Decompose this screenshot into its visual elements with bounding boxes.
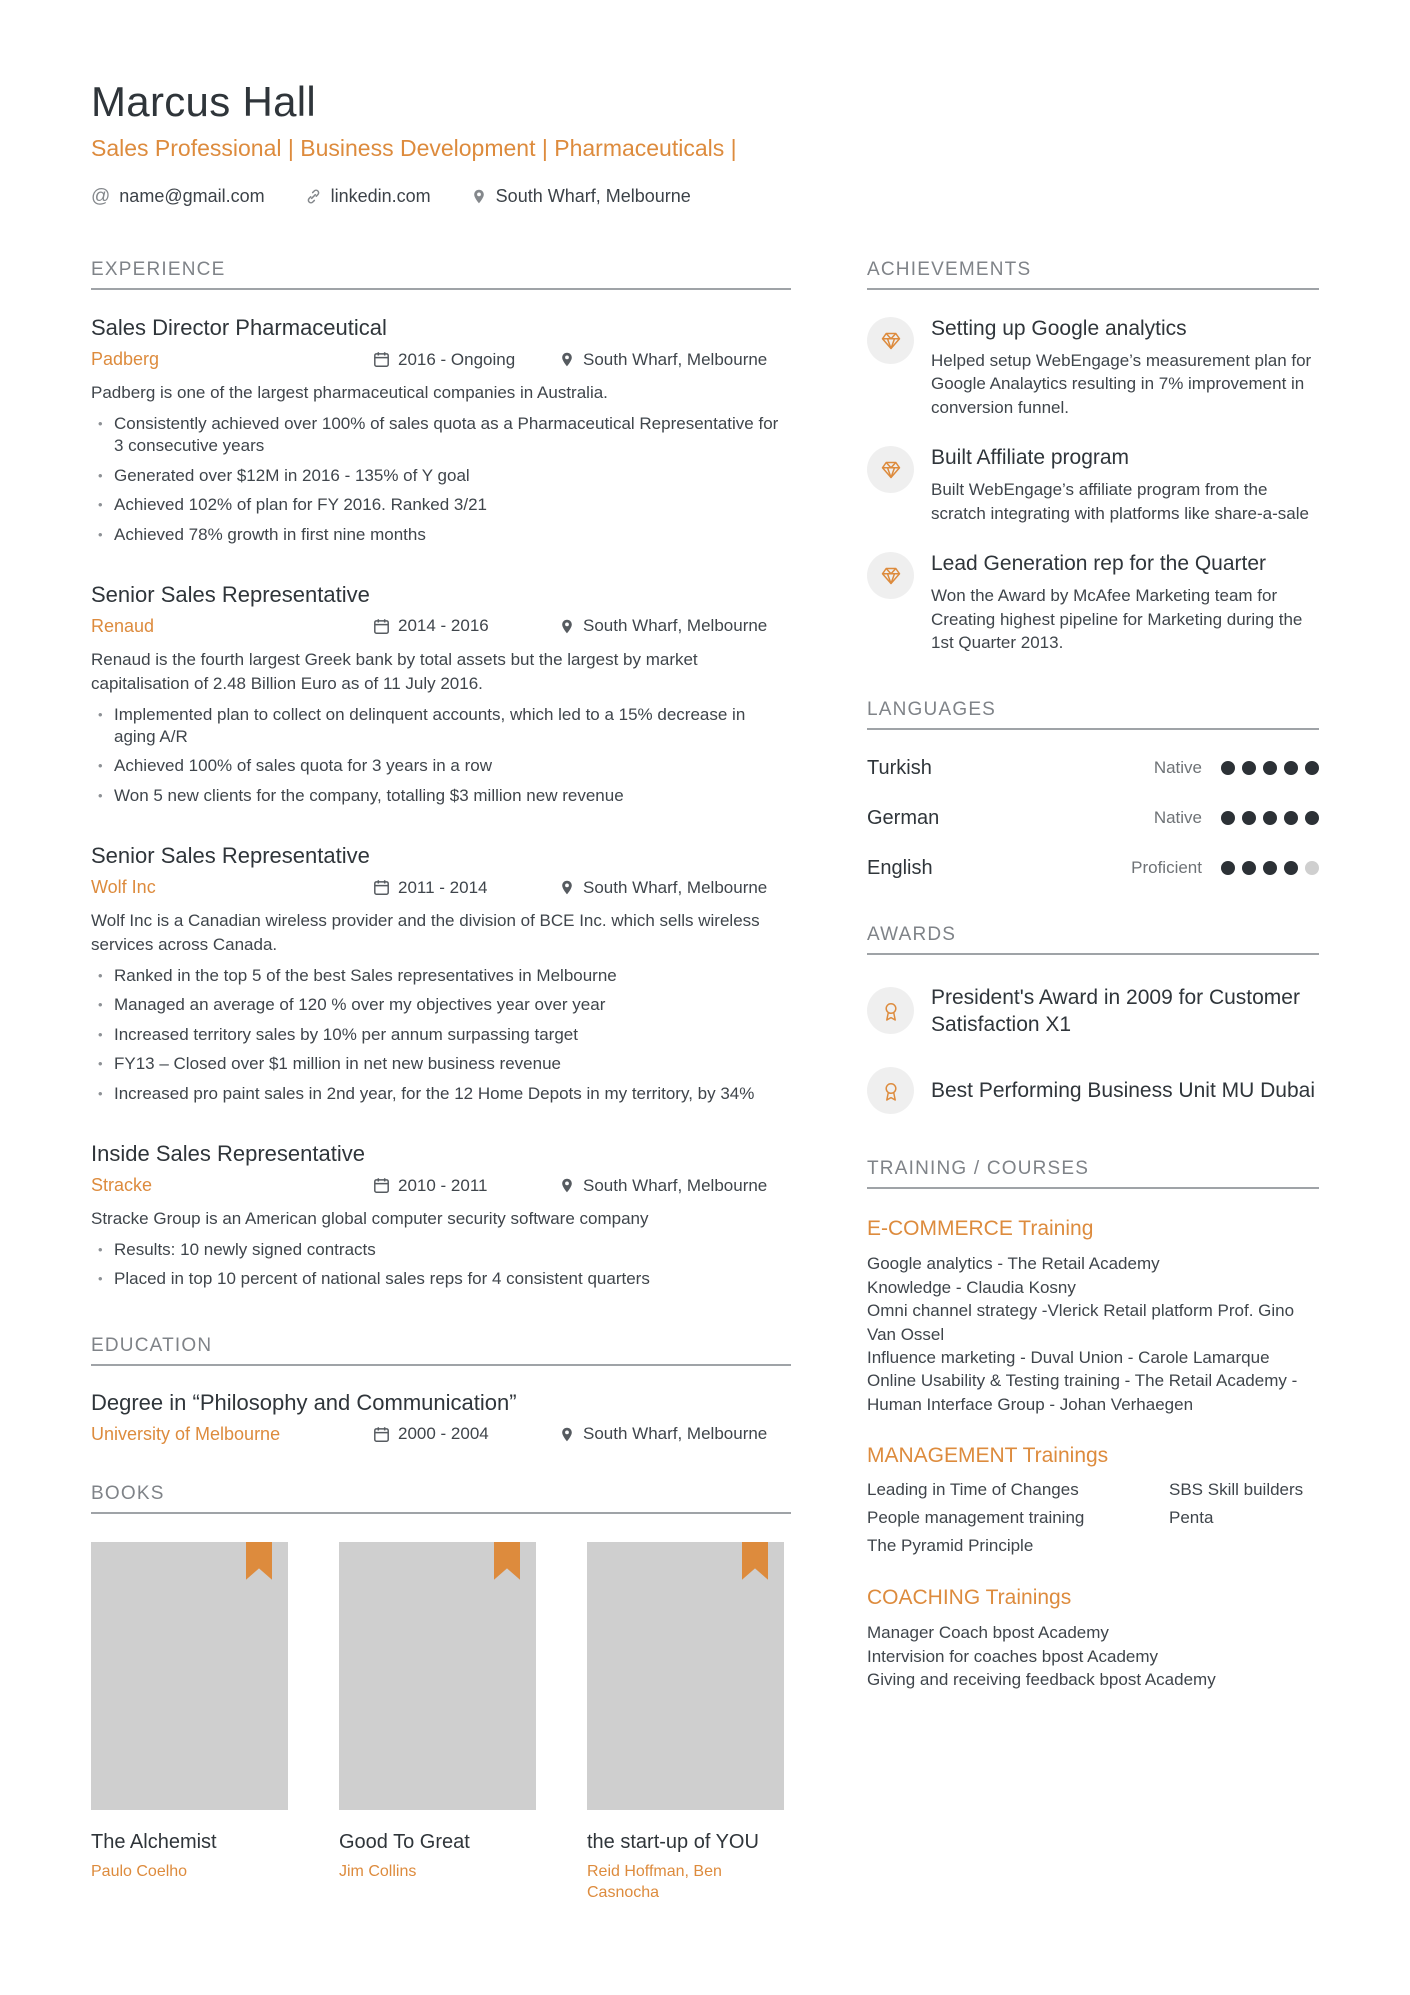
- job-bullet: • Implemented plan to collect on delinquent accounts, which led to a 15% decrease in aging A/R: [91, 704, 791, 749]
- training-group-title: COACHING Trainings: [867, 1586, 1072, 1610]
- language-name: English: [867, 856, 933, 879]
- job-bullet: • Placed in top 10 percent of national sales reps for 4 consistent quarters: [91, 1268, 791, 1290]
- job-bullets: [91, 1239, 791, 1291]
- dot-filled: [1221, 861, 1235, 875]
- dot-filled: [1305, 811, 1319, 825]
- dot-filled: [1263, 861, 1277, 875]
- achievement-item: [867, 317, 1319, 419]
- job-location: [559, 1176, 791, 1196]
- achievement-body: [931, 446, 1319, 525]
- email-contact[interactable]: [91, 186, 265, 207]
- experience-section: [91, 259, 791, 1291]
- degree-title: Degree in “Philosophy and Communication”: [91, 1389, 517, 1415]
- job-summary: Padberg is one of the largest pharmaceutical companies in Australia.: [91, 383, 608, 402]
- language-name: German: [867, 806, 940, 829]
- book-item: [339, 1542, 536, 1904]
- job-dates-text: 2016 - Ongoing: [398, 349, 516, 369]
- achievement-item: [867, 446, 1319, 525]
- dot-filled: [1284, 861, 1298, 875]
- training-entry: Omni channel strategy -Vlerick Retail platform Prof. Gino Van Ossel: [867, 1301, 1295, 1344]
- education-heading: EDUCATION: [91, 1335, 791, 1366]
- medal-icon: [867, 987, 914, 1034]
- training-provider: [1169, 1535, 1319, 1558]
- job-role: Senior Sales Representative: [91, 843, 370, 869]
- language-level-label: Native: [1153, 808, 1202, 828]
- job-meta-row: [91, 349, 791, 370]
- job-summary: Renaud is the fourth largest Greek bank by total assets but the largest by market capitalisation of 2.48 Billion Euro as of 11 July 2016.: [91, 649, 698, 693]
- job-bullet: • Increased territory sales by 10% per annum surpassing target: [91, 1024, 791, 1046]
- dot-filled: [1242, 761, 1256, 775]
- language-name: Turkish: [867, 756, 932, 779]
- awards-heading: AWARDS: [867, 924, 1319, 955]
- person-name: Marcus Hall: [91, 78, 317, 125]
- linkedin-contact[interactable]: [305, 186, 431, 207]
- achievements-heading: ACHIEVEMENTS: [867, 259, 1319, 290]
- location-pin-icon: [471, 188, 487, 205]
- achievement-title: Setting up Google analytics: [931, 317, 1187, 340]
- book-title: the start-up of YOU: [587, 1830, 759, 1853]
- job-dates-text: 2014 - 2016: [398, 616, 489, 636]
- job-bullet: • Increased pro paint sales in 2nd year, for the 12 Home Depots in my territory, by 34%: [91, 1083, 791, 1105]
- book-cover: [91, 1542, 288, 1810]
- location-pin-icon: [559, 1177, 575, 1194]
- location-contact: [471, 186, 691, 207]
- training-entry: Knowledge - Claudia Kosny: [867, 1277, 1076, 1297]
- language-level-label: Proficient: [1131, 858, 1202, 878]
- job-dates: [373, 1176, 559, 1196]
- training-provider: Penta: [1169, 1508, 1214, 1528]
- job-location-text: South Wharf, Melbourne: [583, 616, 768, 636]
- dot-filled: [1284, 811, 1298, 825]
- bookmark-icon: [246, 1542, 272, 1580]
- training-pairs: [867, 1479, 1319, 1558]
- job-role: Senior Sales Representative: [91, 581, 370, 607]
- job-bullet: • Achieved 78% growth in first nine months: [91, 524, 791, 546]
- diamond-icon: [867, 317, 914, 364]
- award-item: [867, 1067, 1319, 1114]
- job-dates-text: 2010 - 2011: [398, 1175, 488, 1195]
- right-column: [867, 259, 1319, 1903]
- education-location: [559, 1424, 791, 1444]
- job-bullet: • FY13 – Closed over $1 million in net new business revenue: [91, 1053, 791, 1075]
- training-entry: Online Usability & Testing training - The Retail Academy - Human Interface Group - Johan Verhaegen: [867, 1371, 1298, 1414]
- job-bullet: • Generated over $12M in 2016 - 135% of Y goal: [91, 465, 791, 487]
- education-meta-row: [91, 1424, 791, 1445]
- training-group-management: [867, 1444, 1319, 1558]
- education-dates: [373, 1424, 559, 1444]
- books-heading: BOOKS: [91, 1483, 791, 1514]
- education-section: [91, 1335, 791, 1445]
- training-group-title: E-COMMERCE Training: [867, 1217, 1094, 1241]
- company-name: Renaud: [91, 615, 155, 636]
- dot-filled: [1284, 761, 1298, 775]
- training-entries: [867, 1252, 1319, 1416]
- location-pin-icon: [559, 879, 575, 896]
- job-location: [559, 878, 791, 898]
- job-summary: Stracke Group is an American global computer security software company: [91, 1209, 649, 1229]
- job-dates: [373, 616, 559, 636]
- job-bullet: • Managed an average of 120 % over my objectives year over year: [91, 994, 791, 1016]
- training-pair-row: [867, 1479, 1319, 1502]
- book-title: Good To Great: [339, 1830, 470, 1853]
- job-location: [559, 616, 791, 636]
- dot-filled: [1305, 761, 1319, 775]
- language-row: [867, 807, 1319, 830]
- linkedin-text: linkedin.com: [330, 186, 431, 206]
- dot-filled: [1263, 761, 1277, 775]
- job-bullet: • Results: 10 newly signed contracts: [91, 1239, 791, 1261]
- job-bullets: [91, 413, 791, 546]
- award-title: Best Performing Business Unit MU Dubai: [931, 1079, 1315, 1103]
- dot-filled: [1242, 861, 1256, 875]
- dot-filled: [1221, 811, 1235, 825]
- location-pin-icon: [559, 1426, 575, 1443]
- achievement-title: Built Affiliate program: [931, 446, 1130, 470]
- achievement-item: [867, 552, 1319, 654]
- job-bullets: [91, 965, 791, 1105]
- company-name: Stracke: [91, 1175, 153, 1196]
- awards-section: [867, 924, 1319, 1115]
- dot-empty: [1305, 861, 1319, 875]
- bookmark-icon: [742, 1542, 768, 1580]
- job-entry: [91, 843, 791, 1105]
- language-level-dots: [1221, 811, 1319, 825]
- training-provider: SBS Skill builders: [1169, 1480, 1304, 1500]
- experience-heading: EXPERIENCE: [91, 259, 791, 290]
- job-entry: [91, 1141, 791, 1291]
- calendar-icon: [373, 1177, 390, 1194]
- job-role: Sales Director Pharmaceutical: [91, 315, 387, 340]
- achievement-title: Lead Generation rep for the Quarter: [931, 552, 1267, 576]
- books-grid: [91, 1542, 791, 1904]
- location-pin-icon: [559, 618, 575, 635]
- training-entries: [867, 1621, 1319, 1691]
- book-item: [587, 1542, 784, 1904]
- achievements-section: [867, 259, 1319, 655]
- languages-section: [867, 699, 1319, 880]
- job-bullet: • Achieved 100% of sales quota for 3 years in a row: [91, 755, 791, 777]
- school-name: University of Melbourne: [91, 1423, 281, 1444]
- training-entry: Influence marketing - Duval Union - Carole Lamarque: [867, 1348, 1270, 1368]
- training-pair-row: [867, 1535, 1319, 1558]
- training-group-title: MANAGEMENT Trainings: [867, 1444, 1109, 1468]
- language-level-dots: [1221, 761, 1319, 775]
- training-course: People management training: [867, 1508, 1085, 1528]
- location-text: South Wharf, Melbourne: [495, 186, 691, 206]
- achievement-description: Built WebEngage’s affiliate program from the scratch integrating with platforms like share-a-sale: [931, 480, 1309, 523]
- email-at-icon: @: [91, 186, 111, 207]
- book-author: Reid Hoffman, Ben Casnocha: [587, 1862, 722, 1901]
- company-name: Wolf Inc: [91, 877, 156, 898]
- language-row: [867, 857, 1319, 880]
- bookmark-icon: [494, 1542, 520, 1580]
- dot-filled: [1263, 811, 1277, 825]
- job-bullet: • Achieved 102% of plan for FY 2016. Ranked 3/21: [91, 494, 791, 516]
- book-title: The Alchemist: [91, 1830, 217, 1853]
- book-cover: [339, 1542, 536, 1810]
- job-summary: Wolf Inc is a Canadian wireless provider and the division of BCE Inc. which sells wireless services across Canada.: [91, 911, 760, 955]
- training-entry: Giving and receiving feedback bpost Academy: [867, 1670, 1216, 1690]
- diamond-icon: [867, 446, 914, 493]
- book-item: [91, 1542, 288, 1904]
- dot-filled: [1242, 811, 1256, 825]
- job-meta-row: [91, 877, 791, 898]
- job-dates: [373, 350, 559, 370]
- link-icon: [305, 188, 322, 205]
- left-column: [91, 259, 791, 1903]
- job-bullet: • Ranked in the top 5 of the best Sales representatives in Melbourne: [91, 965, 791, 987]
- job-entry: [91, 315, 791, 546]
- job-dates: [373, 878, 559, 898]
- two-column-body: [91, 259, 1319, 1903]
- achievement-body: [931, 317, 1319, 419]
- calendar-icon: [373, 1426, 390, 1443]
- education-location-text: South Wharf, Melbourne: [583, 1424, 768, 1444]
- training-course: The Pyramid Principle: [867, 1536, 1034, 1556]
- job-meta-row: [91, 1175, 791, 1196]
- book-cover: [587, 1542, 784, 1810]
- job-location: [559, 350, 791, 370]
- job-role: Inside Sales Representative: [91, 1141, 365, 1167]
- job-location-text: South Wharf, Melbourne: [583, 349, 768, 369]
- dot-filled: [1221, 761, 1235, 775]
- job-location-text: South Wharf, Melbourne: [583, 877, 768, 897]
- job-bullet: • Consistently achieved over 100% of sales quota as a Pharmaceutical Representative for 3 consecutive years: [91, 413, 791, 458]
- tagline: Sales Professional | Business Development | Pharmaceuticals |: [91, 135, 737, 161]
- resume-header: [91, 78, 1319, 207]
- education-entry: [91, 1390, 791, 1445]
- email-text: name@gmail.com: [119, 186, 265, 206]
- contact-row: [91, 186, 1319, 207]
- book-author: Paulo Coelho: [91, 1862, 188, 1880]
- language-level-dots: [1221, 861, 1319, 875]
- training-entry: Google analytics - The Retail Academy: [867, 1254, 1160, 1274]
- achievement-description: Won the Award by McAfee Marketing team for Creating highest pipeline for Marketing during the 1st Quarter 2013.: [931, 586, 1303, 653]
- languages-heading: LANGUAGES: [867, 699, 1319, 730]
- training-entry: Intervision for coaches bpost Academy: [867, 1646, 1159, 1666]
- award-item: [867, 984, 1319, 1039]
- language-row: [867, 757, 1319, 780]
- calendar-icon: [373, 351, 390, 368]
- job-location-text: South Wharf, Melbourne: [583, 1175, 768, 1195]
- achievement-body: [931, 552, 1319, 654]
- job-bullets: [91, 704, 791, 808]
- job-bullet: • Won 5 new clients for the company, totalling $3 million new revenue: [91, 785, 791, 807]
- training-entry: Manager Coach bpost Academy: [867, 1623, 1109, 1643]
- training-section: [867, 1158, 1319, 1691]
- calendar-icon: [373, 618, 390, 635]
- training-group-ecommerce: [867, 1217, 1319, 1416]
- book-author: Jim Collins: [339, 1862, 417, 1880]
- language-level-label: Native: [1153, 758, 1202, 778]
- company-name: Padberg: [91, 349, 160, 369]
- training-pair-row: [867, 1507, 1319, 1530]
- achievement-description: Helped setup WebEngage’s measurement plan for Google Analaytics resulting in 7% improvement in conversion funnel.: [931, 351, 1312, 417]
- job-meta-row: [91, 616, 791, 637]
- job-entry: [91, 582, 791, 807]
- education-dates-text: 2000 - 2004: [398, 1424, 489, 1444]
- training-course: Leading in Time of Changes: [867, 1480, 1079, 1500]
- training-heading: TRAINING / COURSES: [867, 1158, 1319, 1189]
- job-dates-text: 2011 - 2014: [398, 877, 488, 897]
- award-title: President's Award in 2009 for Customer Satisfaction X1: [931, 985, 1300, 1036]
- calendar-icon: [373, 879, 390, 896]
- training-group-coaching: [867, 1586, 1319, 1691]
- books-section: [91, 1483, 791, 1904]
- diamond-icon: [867, 552, 914, 599]
- medal-icon: [867, 1067, 914, 1114]
- location-pin-icon: [559, 351, 575, 368]
